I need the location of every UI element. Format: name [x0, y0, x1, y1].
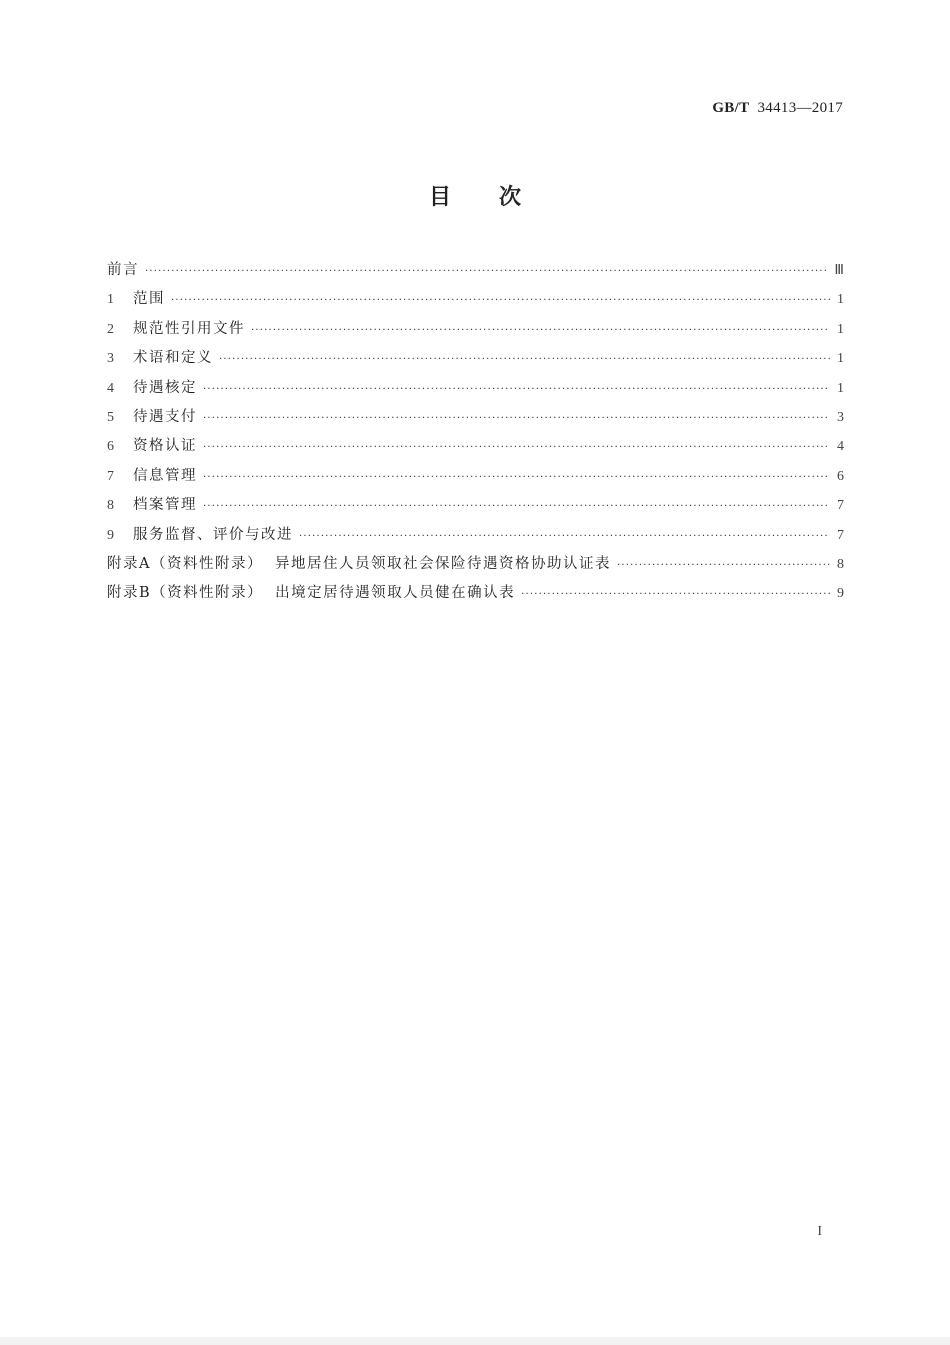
toc-leader-dots [203, 501, 830, 512]
toc-entry-page: 8 [837, 556, 844, 572]
toc-entry-number: 9 [107, 527, 114, 543]
toc-entry-page: 4 [837, 439, 844, 455]
toc-entry-page: 1 [837, 380, 844, 396]
toc-entry[interactable] [107, 464, 844, 493]
toc-leader-dots [203, 442, 830, 453]
standard-number: 34413—2017 [757, 100, 843, 116]
toc-entry[interactable] [107, 581, 844, 610]
toc-entry[interactable] [107, 434, 844, 463]
toc-leader-dots [145, 266, 828, 277]
table-of-contents [107, 258, 844, 611]
toc-entry-label: 前言 [107, 262, 139, 278]
footer-page-number: I [817, 1224, 822, 1239]
toc-entry-page: 1 [837, 351, 844, 367]
toc-entry-number: 1 [107, 292, 114, 308]
toc-entry-page: Ⅲ [834, 263, 844, 278]
toc-entry-page: 7 [837, 498, 844, 514]
toc-entry[interactable] [107, 317, 844, 346]
toc-leader-dots [299, 531, 830, 542]
toc-entry-label: 规范性引用文件 [133, 320, 245, 337]
toc-leader-dots [203, 384, 830, 395]
toc-entry-number: 3 [107, 351, 114, 367]
toc-entry-label: 范围 [133, 291, 165, 308]
toc-entry-number: 7 [107, 468, 114, 484]
toc-entry-label: 附录A（资料性附录） [107, 555, 263, 572]
toc-entry[interactable] [107, 493, 844, 522]
toc-entry-label: 资格认证 [133, 438, 197, 455]
toc-entry-label: 信息管理 [133, 467, 197, 484]
standard-code [712, 100, 843, 117]
toc-entry[interactable] [107, 258, 844, 287]
toc-leader-dots [171, 295, 830, 306]
toc-entry-label: 附录B（资料性附录） [107, 585, 264, 602]
toc-title: 目次 [428, 185, 569, 210]
toc-entry[interactable] [107, 376, 844, 405]
toc-leader-dots [203, 413, 830, 424]
toc-leader-dots [219, 354, 830, 365]
toc-entry-page: 3 [837, 409, 844, 425]
toc-entry-page: 7 [837, 527, 844, 543]
toc-leader-dots [617, 560, 830, 571]
toc-entry[interactable] [107, 523, 844, 552]
toc-entry[interactable] [107, 346, 844, 375]
toc-entry-page: 1 [837, 292, 844, 308]
toc-entry-number: 5 [107, 409, 114, 425]
toc-entry-page: 1 [837, 321, 844, 337]
toc-entry-gap [263, 585, 275, 601]
toc-entry-label: 档案管理 [133, 497, 197, 514]
toc-entry-label: 待遇支付 [133, 408, 197, 425]
toc-entry-page: 6 [837, 468, 844, 484]
toc-entry[interactable] [107, 552, 844, 581]
toc-leader-dots [203, 472, 830, 483]
toc-entry-sublabel: 出境定居待遇领取人员健在确认表 [275, 585, 516, 602]
toc-leader-dots [251, 325, 830, 336]
toc-leader-dots [521, 589, 830, 600]
toc-entry-label: 待遇核定 [133, 379, 197, 396]
toc-entry[interactable] [107, 405, 844, 434]
toc-entry-gap [263, 556, 275, 572]
toc-entry-label: 术语和定义 [133, 350, 213, 367]
toc-entry-sublabel: 异地居住人员领取社会保险待遇资格协助认证表 [274, 555, 611, 572]
toc-entry-number: 4 [107, 380, 114, 396]
standard-prefix: GB/T [712, 100, 750, 116]
toc-entry-number: 8 [107, 498, 114, 514]
toc-entry-number: 6 [107, 439, 114, 455]
toc-entry-number: 2 [107, 321, 114, 337]
toc-entry[interactable] [107, 287, 844, 316]
toc-entry-page: 9 [837, 586, 844, 602]
toc-entry-label: 服务监督、评价与改进 [133, 526, 293, 543]
